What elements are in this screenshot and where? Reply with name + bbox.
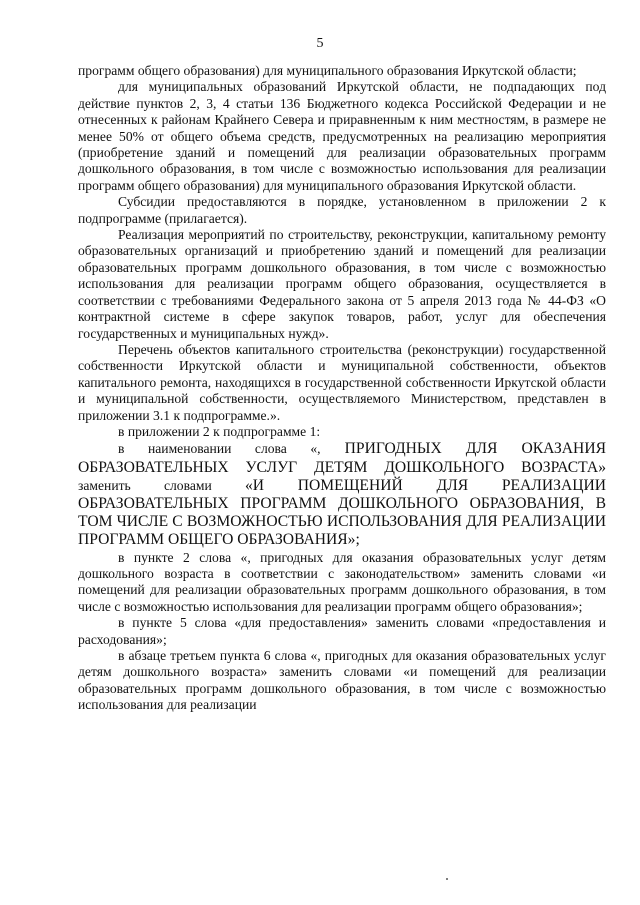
paragraph: для муниципальных образований Иркутской области, не подпадающих под действие пунктов 2, 3, 4 статьи 136 Бюджетного кодекса Российской Федерации и не отнесенных к районам Крайнего Севера и приравненным к ним местностям, в размере не менее 50% от общего объема средств, предусмотренных на реализацию мероприятия (приобретение зданий и помещений для реализации образовательных программ дошкольного образования, в том числе с возможностью использования для реализации программ общего образования) для муниципального образования Иркутской области. [78, 79, 606, 193]
page-number: 5 [316, 36, 324, 51]
document-body [78, 63, 606, 714]
paragraph: в приложении 2 к подпрограмме 1: [118, 423, 321, 439]
caps-paragraph-intro: в наименовании слова «, [118, 441, 321, 457]
caps-paragraph-replace [78, 478, 606, 548]
caps-paragraph-old-title: ПРИГОДНЫХ ДЛЯ ОКАЗАНИЯ ОБРАЗОВАТЕЛЬНЫХ УСЛУГ ДЕТЯМ ДОШКОЛЬНОГО ВОЗРАСТА» [78, 440, 606, 476]
paragraph: Субсидии предоставляются в порядке, установленном в приложении 2 к подпрограмме (прилагается). [78, 194, 606, 226]
caps-paragraph-new-title: «И ПОМЕЩЕНИЙ ДЛЯ РЕАЛИЗАЦИИ ОБРАЗОВАТЕЛЬНЫХ ПРОГРАММ ДОШКОЛЬНОГО ОБРАЗОВАНИЯ, В ТОМ ЧИСЛЕ С ВОЗМОЖНОСТЬЮ ИСПОЛЬЗОВАНИЯ ДЛЯ РЕАЛИЗАЦИИ ПРОГРАММ ОБЩЕГО ОБРАЗОВАНИЯ»; [78, 476, 606, 549]
paragraph: в пункте 2 слова «, пригодных для оказания образовательных услуг детям дошкольного возраста в соответствии с законодательством» заменить словами «и помещений для реализации образовательных программ дошкольного образования, в том числе с возможностью использования для реализации программ общего образования»; [78, 549, 606, 614]
paragraph: в абзаце третьем пункта 6 слова «, пригодных для оказания образовательных услуг детям дошкольного возраста» заменить словами «и помещений для реализации образовательных программ дошкольного образования, в том числе с возможностью использования для реализации [78, 648, 606, 713]
paragraph: в пункте 5 слова «для предоставления» заменить словами «предоставления и расходования»; [78, 615, 606, 647]
caps-paragraph [78, 440, 606, 549]
paragraph: Перечень объектов капитального строительства (реконструкции) государственной собственности Иркутской области и муниципальной собственности, объектов капитального ремонта, находящихся в государственной собственности Иркутской области и муниципальной собственности, осуществляемого Министерством, представлен в приложении 3.1 к подпрограмме.». [78, 341, 606, 423]
paragraph: программ общего образования) для муниципального образования Иркутской области; [78, 63, 577, 78]
caps-paragraph-replace-verb: заменить словами [78, 477, 245, 493]
paragraph: Реализация мероприятий по строительству, реконструкции, капитальному ремонту образовательных организаций и приобретению зданий и помещений для реализации образовательных программ дошкольного образования, в том числе с возможностью использования для реализации программ общего образования, осуществляется в соответствии с требованиями Федерального закона от 5 апреля 2013 года № 44-ФЗ «О контрактной системе в сфере закупок товаров, работ, услуг для обеспечения государственных и муниципальных нужд». [78, 227, 606, 341]
scan-speck [446, 878, 448, 880]
